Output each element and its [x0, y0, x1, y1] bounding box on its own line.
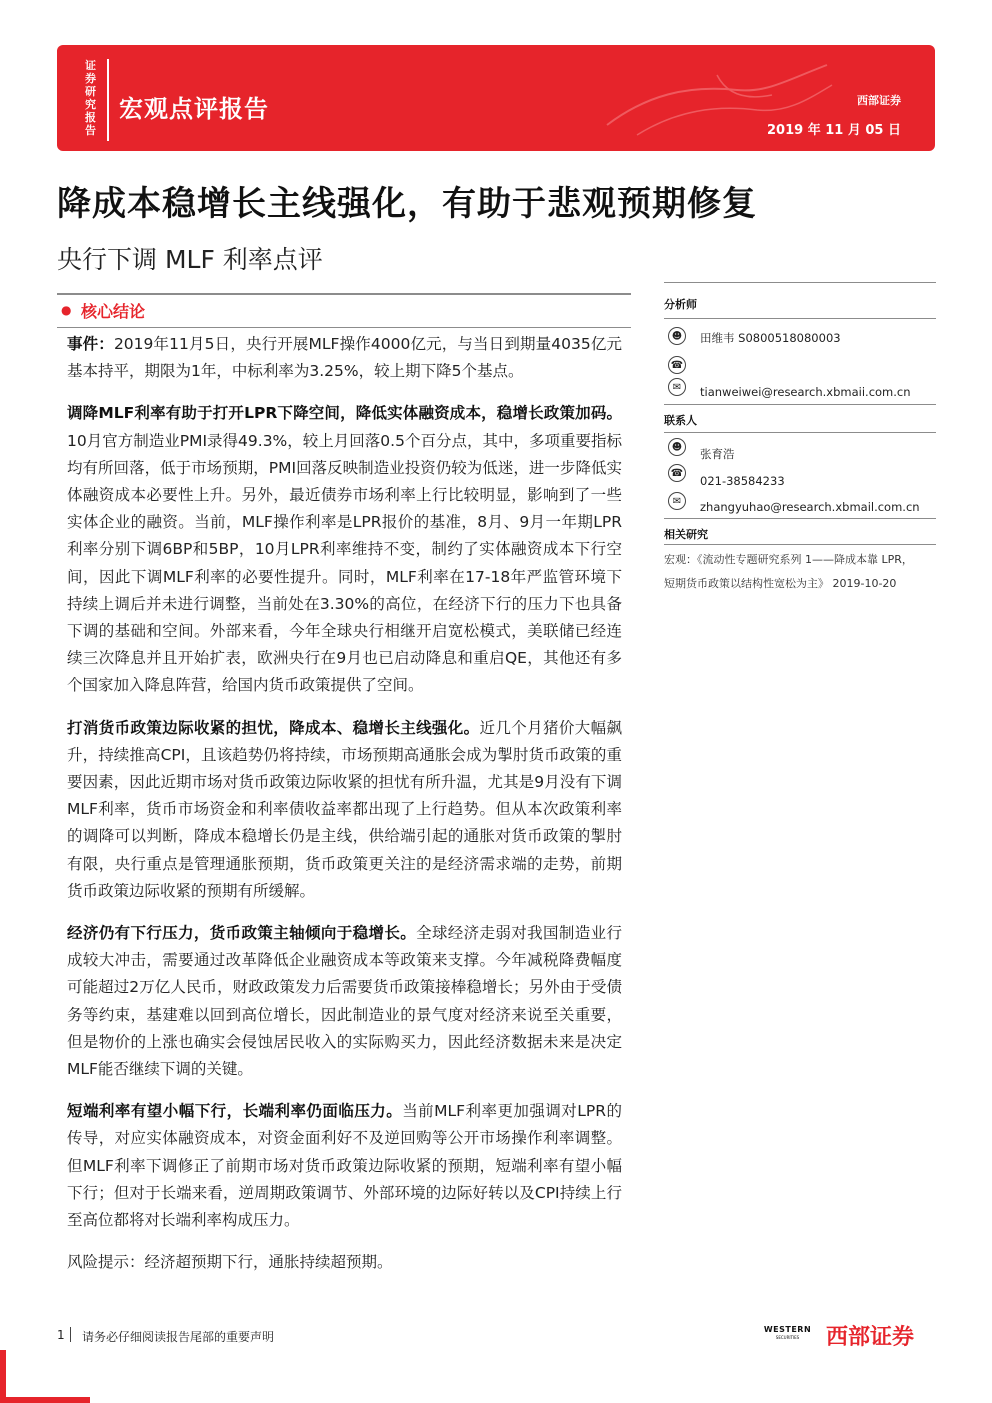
person-icon: ☻	[668, 327, 686, 345]
page-number: 1	[57, 1328, 65, 1342]
paragraph-lead: 短端利率有望小幅下行，长端利率仍面临压力。	[67, 1102, 403, 1121]
corner-accent	[0, 1397, 90, 1403]
report-type: 宏观点评报告	[119, 95, 269, 123]
risk-note-text: 风险提示：经济超预期下行，通胀持续超预期。	[67, 1253, 393, 1272]
contact-phone: 021-38584233	[700, 474, 785, 488]
paragraph-lead: 经济仍有下行压力，货币政策主轴倾向于稳增长。	[67, 924, 417, 943]
paragraph	[67, 920, 622, 1083]
research-line: 短期货币政策以结构性宽松为主》 2019-10-20	[664, 577, 897, 590]
divider	[664, 404, 936, 405]
paragraph-text: 当前MLF利率更加强调对LPR的传导，对应实体融资成本，对资金面利好不及逆回购等公开市场操作利率调整。但MLF利率下调修正了前期市场对货币政策边际收紧的预期，短端利率有望小幅下行；但对于长端来看，逆周期政策调节、外部环境的边际好转以及CPI持续上行至高位都将对长端利率构成压力。	[67, 1102, 622, 1230]
logo-text-en: WESTERN	[763, 1325, 812, 1334]
disclaimer-note: 请务必仔细阅读报告尾部的重要声明	[82, 1330, 275, 1344]
research-line: 宏观：《流动性专题研究系列 1——降成本靠 LPR，	[664, 553, 913, 566]
paragraph-lead: 调降MLF利率有助于打开LPR下降空间，降低实体融资成本，稳增长政策加码。	[67, 404, 622, 423]
divider	[664, 282, 936, 283]
analyst-header: 分析师	[664, 298, 697, 311]
analyst-name: 田维韦 S0800518080003	[700, 331, 841, 345]
paragraph-text: 近几个月猪价大幅飙升，持续推高CPI，且该趋势仍将持续，市场预期高通胀会成为掣肘货币政策的重要因素，因此近期市场对货币政策边际收紧的担忧有所升温，尤其是9月没有下调MLF利率，货币市场资金和利率债收益率都出现了上行趋势。但从本次政策利率的调降可以判断，降成本稳增长仍是主线，供给端引起的通胀对货币政策的掣肘有限，央行重点是管理通胀预期，货币政策更关注的是经济需求端的走势，前期货币政策边际收紧的预期有所缓解。	[67, 718, 622, 900]
paragraph	[67, 1098, 622, 1234]
paragraph-text: 2019年11月5日，央行开展MLF操作4000亿元，与当日到期量4035亿元基本持平，期限为1年，中标利率为3.25%，较上期下降5个基点。	[67, 335, 622, 381]
page-subtitle: 央行下调 MLF 利率点评	[57, 245, 323, 274]
person-icon: ☻	[668, 438, 686, 456]
paragraph	[67, 400, 622, 699]
mail-icon: ✉	[668, 492, 686, 510]
related-research-header: 相关研究	[664, 528, 708, 541]
divider	[664, 518, 936, 519]
banner-divider	[107, 59, 109, 141]
paragraph-text: 全球经济走弱对我国制造业行成较大冲击，需要通过改革降低企业融资成本等政策来支撑。今年减税降费幅度可能超过2万亿人民币，财政政策发力后需要货币政策接棒稳增长；另外由于受债务等约束，基建难以回到高位增长，因此制造业的景气度对经济来说至关重要，但是物价的上涨也确实会侵蚀居民收入的实际购买力，因此经济数据未来是决定MLF能否继续下调的关键。	[67, 924, 622, 1079]
western-logo	[760, 1326, 815, 1342]
phone-icon: ☎	[668, 356, 686, 374]
phone-icon: ☎	[668, 464, 686, 482]
corner-accent	[0, 1350, 6, 1403]
report-date: 2019 年 11 月 05 日	[767, 123, 901, 138]
paragraph	[67, 331, 622, 385]
banner-vertical-label: 证券研究报告	[85, 59, 96, 137]
page-title: 降成本稳增长主线强化，有助于悲观预期修复	[57, 184, 757, 224]
paragraph	[67, 715, 622, 905]
paragraph-lead: 打消货币政策边际收紧的担忧，降成本、稳增长主线强化。	[67, 718, 480, 737]
contact-name: 张育浩	[700, 447, 735, 461]
bullet-icon: ●	[61, 303, 72, 317]
paragraph-lead: 事件：	[67, 335, 114, 353]
risk-note	[67, 1249, 622, 1276]
contact-header: 联系人	[664, 414, 697, 427]
mail-icon: ✉	[668, 378, 686, 396]
broker-name: 西部证券	[857, 94, 901, 107]
header-banner	[57, 45, 935, 151]
divider	[664, 432, 936, 433]
contact-email[interactable]: zhangyuhao@research.xbmail.com.cn	[700, 500, 920, 514]
section-label: 核心结论	[81, 302, 146, 321]
analyst-email[interactable]: tianweiwei@research.xbmaii.com.cn	[700, 385, 911, 399]
divider	[664, 544, 936, 545]
broker-logo-text: 西部证券	[826, 1325, 915, 1350]
paragraph-text: 10月官方制造业PMI录得49.3%，较上月回落0.5个百分点，其中，多项重要指标均有所回落，低于市场预期，PMI回落反映制造业投资仍较为低迷，进一步降低实体融资成本必要性上升。另外，最近债券市场利率上行比较明显，影响到了一些实体企业的融资。当前，MLF操作利率是LPR报价的基准，8月、9月一年期LPR利率分别下调6BP和5BP，10月LPR利率维持不变，制约了实体融资成本下行空间，因此下调MLF利率的必要性提升。同时，MLF利率在17-18年严监管环境下持续上调后并未进行调整，当前处在3.30%的高位，在经济下行的压力下也具备下调的基础和空间。外部来看，今年全球央行相继开启宽松模式，美联储已经连续三次降息并且开始扩表，欧洲央行在9月也已启动降息和重启QE，其他还有多个国家加入降息阵营，给国内货币政策提供了空间。	[67, 431, 622, 695]
divider	[664, 318, 936, 319]
logo-text-en-small: SECURITIES	[775, 1335, 800, 1340]
report-body	[67, 331, 622, 1292]
section-header	[57, 293, 631, 328]
related-research[interactable]	[664, 548, 936, 596]
footer-divider	[70, 1327, 71, 1342]
